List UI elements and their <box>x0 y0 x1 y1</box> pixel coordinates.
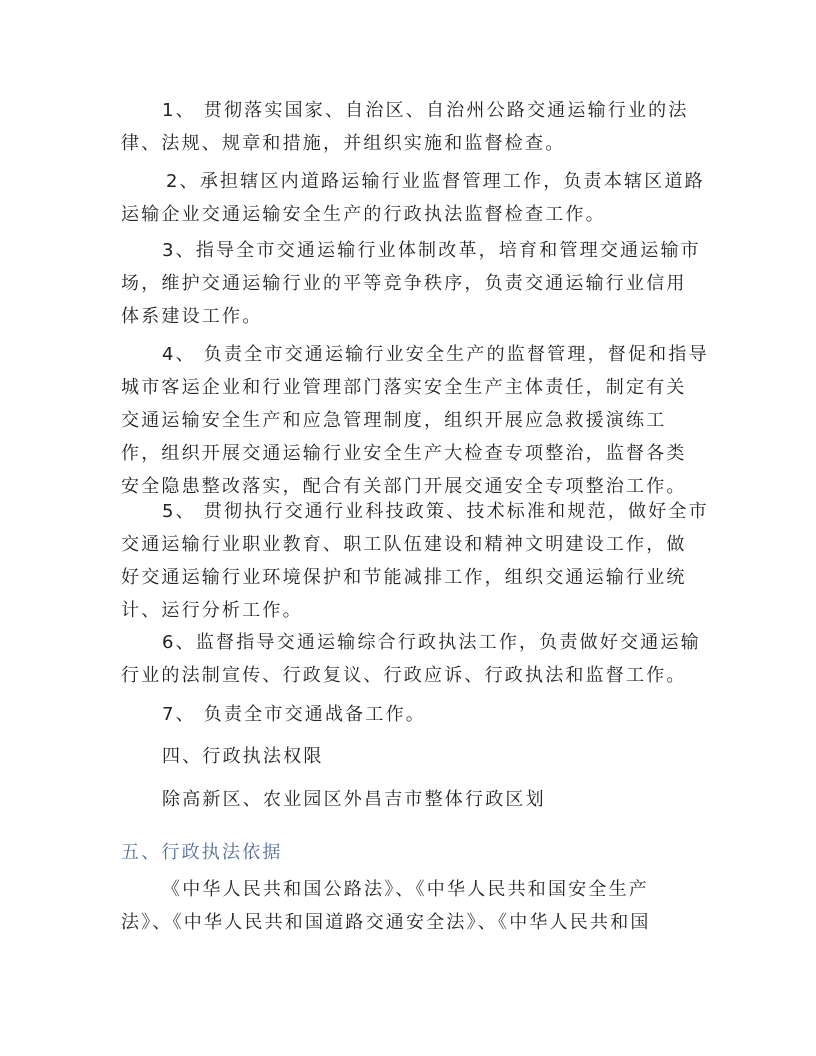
paragraph-4 <box>121 338 709 503</box>
section-five-heading: 五、行政执法依据 <box>121 842 283 863</box>
paragraph-line: 安全隐患整改落实，配合有关部门开展交通安全专项整治工作。 <box>121 476 687 497</box>
paragraph-line: 除高新区、农业园区外昌吉市整体行政区划 <box>162 789 546 810</box>
paragraph-line: 四、行政执法权限 <box>162 746 324 767</box>
paragraph-line: 好交通运输行业环境保护和节能减排工作，组织交通运输行业统 <box>121 567 687 588</box>
paragraph-line: 体系建设工作。 <box>121 306 263 327</box>
paragraph-7 <box>121 698 701 731</box>
paragraph-line: 行业的法制宣传、行政复议、行政应诉、行政执法和监督工作。 <box>121 665 687 686</box>
paragraph-line: 场，维护交通运输行业的平等竞争秩序，负责交通运输行业信用 <box>121 273 687 294</box>
paragraph-line: 法》、《中华人民共和国道路交通安全法》、《中华人民共和国 <box>121 912 651 933</box>
paragraph-line: 交通运输行业职业教育、职工队伍建设和精神文明建设工作，做 <box>121 534 687 555</box>
paragraph-line: 计、运行分析工作。 <box>121 600 303 621</box>
section-four-heading <box>121 740 701 773</box>
paragraph-5 <box>121 495 709 627</box>
paragraph-2 <box>121 165 705 231</box>
paragraph-line: 3、指导全市交通运输行业体制改革，培育和管理交通运输市 <box>162 240 701 261</box>
paragraph-line: 4、 负责全市交通运输行业安全生产的监督管理，督促和指导 <box>162 344 709 365</box>
legal-basis-paragraph <box>121 873 701 939</box>
paragraph-line: 7、 负责全市交通战备工作。 <box>162 704 426 725</box>
paragraph-line: 作，组织开展交通运输行业安全生产大检查专项整治，监督各类 <box>121 443 687 464</box>
jurisdiction-text <box>121 783 701 816</box>
paragraph-line: 1、 贯彻落实国家、自治区、自治州公路交通运输行业的法 <box>162 100 689 121</box>
paragraph-line: 《中华人民共和国公路法》、《中华人民共和国安全生产 <box>162 879 649 900</box>
paragraph-line: 运输企业交通运输安全生产的行政执法监督检查工作。 <box>121 204 606 225</box>
paragraph-line: 2、承担辖区内道路运输行业监督管理工作，负责本辖区道路 <box>166 171 705 192</box>
paragraph-1 <box>121 94 701 160</box>
paragraph-6 <box>121 626 701 692</box>
paragraph-line: 6、监督指导交通运输综合行政执法工作，负责做好交通运输 <box>162 632 701 653</box>
paragraph-line: 交通运输安全生产和应急管理制度，组织开展应急救援演练工 <box>121 410 667 431</box>
paragraph-line: 律、法规、规章和措施，并组织实施和监督检查。 <box>121 133 566 154</box>
paragraph-line: 5、 贯彻执行交通行业科技政策、技术标准和规范，做好全市 <box>162 501 709 522</box>
paragraph-3 <box>121 234 701 333</box>
paragraph-line: 城市客运企业和行业管理部门落实安全生产主体责任，制定有关 <box>121 377 687 398</box>
